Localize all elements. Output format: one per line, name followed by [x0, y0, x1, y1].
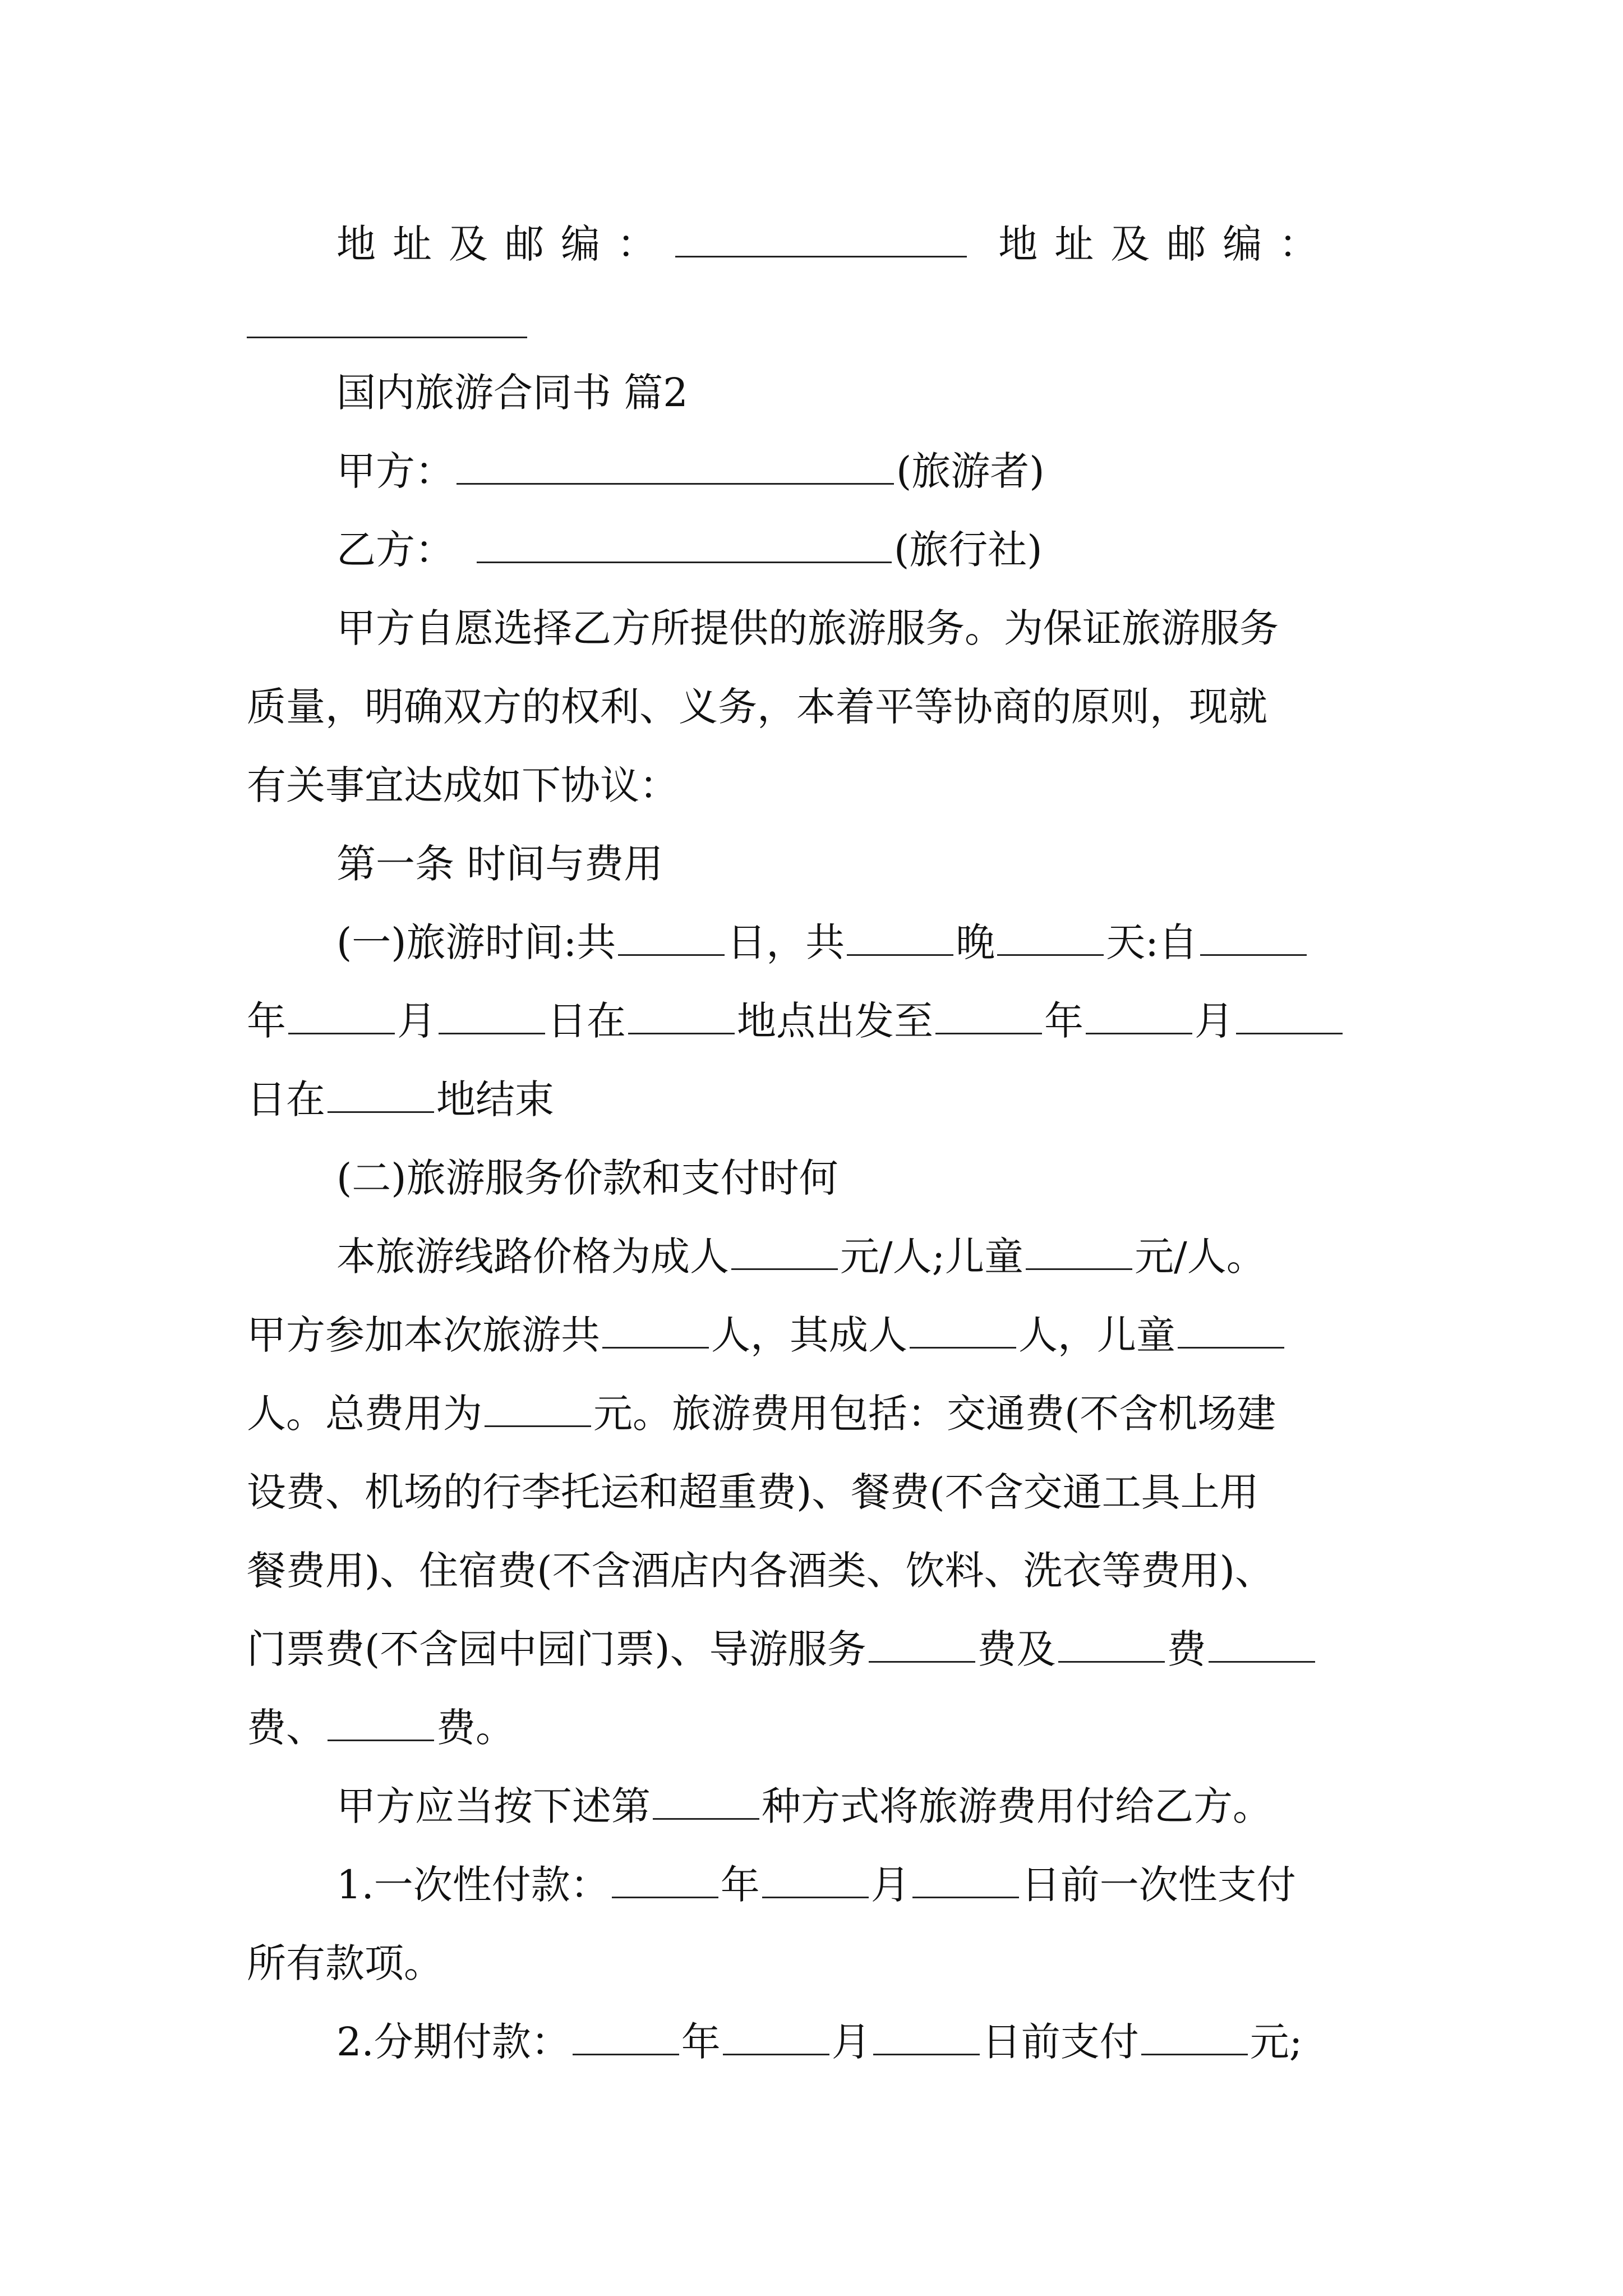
address-label-a: 地址及邮编：: [336, 221, 673, 267]
party-a-blank: [457, 449, 894, 485]
installment-line: [336, 2014, 1399, 2070]
party-a-role: (旅游者): [896, 448, 1045, 494]
children-text: 人，儿童: [1018, 1312, 1175, 1358]
children-blank: [1178, 1313, 1284, 1349]
article-1-heading: 第一条 时间与费用: [336, 841, 663, 887]
installment-label: 2.分期付款：: [336, 2019, 570, 2065]
nights-unit: 晚: [956, 919, 995, 965]
depart-to-text: 地点出发至: [737, 998, 933, 1044]
month-unit: 月: [397, 998, 436, 1044]
address-label-b: 地址及邮编：: [998, 221, 1335, 267]
days-blank: [618, 921, 725, 956]
adult-price-blank: [731, 1235, 838, 1270]
start-place-blank: [628, 999, 735, 1034]
fee-and-text: 费及: [977, 1626, 1056, 1672]
blank: [997, 921, 1104, 956]
travel-time-line-1: [336, 914, 1399, 970]
guide-service-text: 门票费(不含园中园门票)、导游服务: [247, 1626, 866, 1672]
total-cost-text: 人。总费用为: [247, 1391, 482, 1437]
other-fee-blank: [1058, 1627, 1165, 1663]
price-line-5: 餐费用)、住宿费(不含酒店内各酒类、饮料、洗衣等费用)、: [247, 1548, 1274, 1594]
yuan-unit: 元;: [1249, 2019, 1303, 2065]
party-b-line: [336, 522, 1399, 578]
day-at-text: 日在: [247, 1076, 325, 1122]
fee-text: 费: [1166, 1626, 1206, 1672]
price-unit: 元/人。: [1135, 1234, 1266, 1280]
lump-sum-line: [336, 1857, 1399, 1913]
child-price-blank: [1026, 1235, 1132, 1270]
cost-includes-text: 元。旅游费用包括：交通费(不含机场建: [593, 1391, 1276, 1437]
price-line-6: [247, 1621, 1399, 1677]
lump-year-blank: [612, 1863, 718, 1898]
address-line: [336, 216, 1399, 272]
party-b-blank: [477, 528, 892, 563]
adults-blank: [910, 1313, 1016, 1349]
guide-fee-blank: [869, 1627, 975, 1663]
total-people-blank: [602, 1313, 709, 1349]
installment-pay-text: 日前支付: [981, 2019, 1139, 2065]
final-fee-blank: [328, 1706, 434, 1741]
start-month-blank: [288, 999, 395, 1034]
month-unit: 月: [831, 2019, 871, 2065]
start-day-blank: [439, 999, 545, 1034]
day-at-text: 日在: [547, 998, 626, 1044]
payment-method-tail: 种方式将旅游费用付给乙方。: [762, 1783, 1272, 1829]
adult-price-text: 本旅游线路价格为成人: [336, 1234, 729, 1280]
child-price-text: 元/人;儿童: [840, 1234, 1024, 1280]
address-blank-b: [247, 337, 527, 338]
fee-end-text: 费。: [436, 1705, 515, 1751]
party-b-role: (旅行社): [894, 527, 1043, 573]
payment-method-text: 甲方应当按下述第: [336, 1783, 651, 1829]
intro-line-1: 甲方自愿选择乙方所提供的旅游服务。为保证旅游服务: [336, 605, 1279, 651]
adults-text: 人，其成人: [711, 1312, 907, 1358]
year-unit: 年: [247, 998, 286, 1044]
from-text: 天:自: [1106, 919, 1198, 965]
total-people-text: 甲方参加本次旅游共: [247, 1312, 600, 1358]
section-title: 国内旅游合同书 篇2: [336, 370, 688, 416]
payment-method-line: [336, 1778, 1399, 1834]
price-line-2: [247, 1307, 1399, 1363]
installment-month-blank: [723, 2020, 829, 2055]
price-heading: (二)旅游服务价款和支付时何: [336, 1155, 838, 1201]
price-line-4: 设费、机场的行李托运和超重费)、餐费(不含交通工具上用: [247, 1469, 1259, 1515]
year-unit: 年: [720, 1862, 760, 1908]
lump-month-blank: [762, 1863, 869, 1898]
end-place-blank: [328, 1078, 434, 1113]
extra-fee-blank: [1209, 1627, 1315, 1663]
price-line-3: [247, 1386, 1399, 1442]
lump-sum-line-2: 所有款项。: [247, 1940, 443, 1986]
month-unit: 月: [870, 1862, 910, 1908]
price-line-7: [247, 1700, 1399, 1756]
installment-year-blank: [573, 2020, 679, 2055]
days-unit: 日，共: [727, 919, 845, 965]
total-cost-blank: [485, 1392, 591, 1427]
party-a-line: [336, 443, 1399, 499]
intro-line-2: 质量，明确双方的权利、义务，本着平等协商的原则，现就: [247, 684, 1267, 730]
travel-time-line-2: [247, 993, 1399, 1049]
party-b-label: 乙方：: [336, 527, 454, 573]
price-line-1: [336, 1228, 1399, 1285]
party-a-label: 甲方：: [336, 448, 454, 494]
address-blank-a: [675, 222, 967, 257]
payment-method-blank: [653, 1784, 759, 1820]
end-day-blank: [1236, 999, 1343, 1034]
start-year-blank: [1200, 921, 1307, 956]
installment-day-blank: [873, 2020, 980, 2055]
nights-blank: [847, 921, 953, 956]
month-unit: 月: [1195, 998, 1234, 1044]
lump-day-blank: [912, 1863, 1019, 1898]
installment-amount-blank: [1141, 2020, 1248, 2055]
lump-sum-label: 1.一次性付款：: [336, 1862, 610, 1908]
intro-line-3: 有关事宜达成如下协议：: [247, 762, 679, 808]
end-text: 地结束: [436, 1076, 554, 1122]
year-unit: 年: [1044, 998, 1083, 1044]
travel-time-line-3: [247, 1071, 1399, 1128]
end-year-blank: [935, 999, 1042, 1034]
fee-text: 费、: [247, 1705, 325, 1751]
year-unit: 年: [681, 2019, 721, 2065]
travel-time-text: (一)旅游时间:共: [336, 919, 616, 965]
end-month-blank: [1086, 999, 1192, 1034]
lump-sum-tail: 日前一次性支付: [1021, 1862, 1296, 1908]
